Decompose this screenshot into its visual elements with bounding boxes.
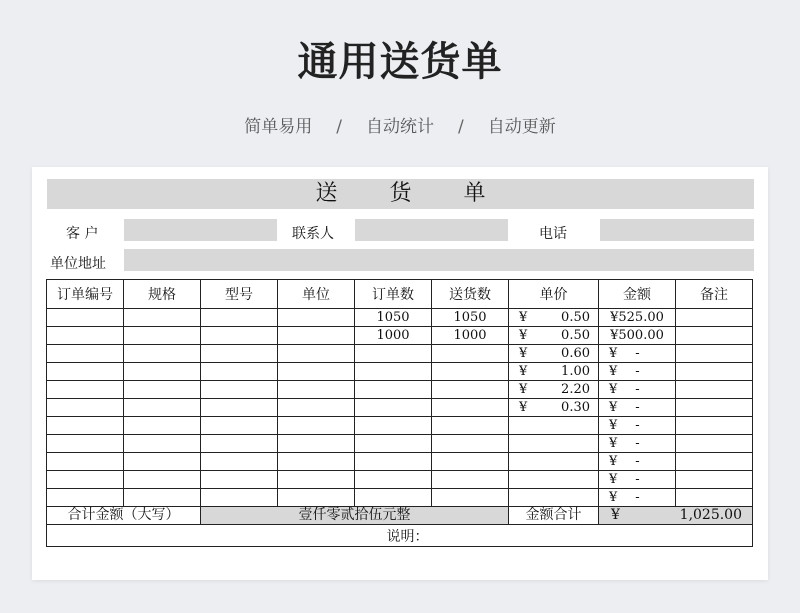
order-no-cell[interactable]	[47, 489, 124, 507]
amount-value: -	[635, 364, 640, 379]
col-header-order-qty: 订单数	[355, 280, 432, 309]
spec-cell[interactable]	[124, 309, 201, 327]
address-field[interactable]	[124, 249, 754, 271]
amount-cell	[599, 381, 676, 399]
amount-currency: ¥	[609, 382, 618, 397]
price-value: 1.00	[561, 364, 590, 379]
delivery-sheet	[32, 167, 768, 580]
amount-value: -	[635, 472, 640, 487]
col-header-amount: 金额	[599, 280, 676, 309]
order-no-cell[interactable]	[47, 309, 124, 327]
spec-cell[interactable]	[124, 381, 201, 399]
table-row	[47, 381, 753, 399]
table-header-row	[47, 280, 753, 309]
model-cell[interactable]	[201, 309, 278, 327]
model-cell[interactable]	[201, 381, 278, 399]
customer-label: 客 户	[66, 226, 99, 242]
feature-tags	[0, 112, 800, 137]
order-qty-cell[interactable]	[355, 489, 432, 507]
amount-cell	[599, 489, 676, 507]
amount-value: -	[635, 418, 640, 433]
amount-currency: ¥	[609, 400, 618, 415]
phone-label: 电话	[539, 226, 567, 242]
delivered-qty-cell[interactable]	[432, 345, 509, 363]
remark-cell[interactable]	[676, 471, 753, 489]
unit-price-cell[interactable]	[509, 327, 599, 345]
delivered-qty-cell[interactable]: 1000	[432, 327, 509, 345]
model-cell[interactable]	[201, 345, 278, 363]
unit-price-cell[interactable]	[509, 399, 599, 417]
tag-auto-update: 自动更新	[487, 117, 556, 137]
price-currency: ¥	[519, 400, 528, 415]
spec-cell[interactable]	[124, 489, 201, 507]
amount-currency: ¥	[609, 418, 618, 433]
amount-currency: ¥	[609, 490, 618, 505]
price-value: 0.30	[561, 400, 590, 415]
amount-cell	[599, 327, 676, 345]
amount-currency: ¥	[609, 454, 618, 469]
amount-cell	[599, 435, 676, 453]
unit-cell[interactable]	[278, 381, 355, 399]
unit-cell[interactable]	[278, 489, 355, 507]
order-qty-cell[interactable]	[355, 435, 432, 453]
tag-auto-stat: 自动统计	[366, 117, 434, 137]
price-currency: ¥	[519, 346, 528, 361]
col-header-remark: 备注	[676, 280, 753, 309]
customer-field[interactable]	[124, 219, 277, 241]
unit-price-cell[interactable]	[509, 453, 599, 471]
unit-cell[interactable]	[278, 435, 355, 453]
unit-price-cell[interactable]	[509, 381, 599, 399]
col-header-unit: 单位	[278, 280, 355, 309]
amount-value: -	[635, 346, 640, 361]
amount-value: -	[635, 382, 640, 397]
table-row	[47, 399, 753, 417]
price-currency: ¥	[519, 310, 528, 325]
contact-label: 联系人	[292, 226, 334, 242]
table-row	[47, 435, 753, 453]
amount-value: -	[635, 454, 640, 469]
model-cell[interactable]	[201, 363, 278, 381]
amount-cell	[599, 399, 676, 417]
spec-cell[interactable]	[124, 345, 201, 363]
totals-row	[47, 507, 753, 525]
spec-cell[interactable]	[124, 399, 201, 417]
order-no-cell[interactable]	[47, 453, 124, 471]
price-currency: ¥	[519, 364, 528, 379]
remark-cell[interactable]	[676, 453, 753, 471]
delivered-qty-cell[interactable]	[432, 453, 509, 471]
price-value: 0.50	[561, 328, 590, 343]
model-cell[interactable]	[201, 399, 278, 417]
unit-price-cell[interactable]	[509, 309, 599, 327]
order-qty-cell[interactable]	[355, 417, 432, 435]
spec-cell[interactable]	[124, 435, 201, 453]
price-currency: ¥	[519, 382, 528, 397]
model-cell[interactable]	[201, 453, 278, 471]
delivered-qty-cell[interactable]	[432, 381, 509, 399]
remark-cell[interactable]	[676, 417, 753, 435]
amount-currency: ¥	[609, 472, 618, 487]
address-label: 单位地址	[50, 256, 106, 272]
unit-cell[interactable]	[278, 309, 355, 327]
price-value: 2.20	[561, 382, 590, 397]
items-table	[46, 279, 753, 547]
table-row	[47, 453, 753, 471]
spec-cell[interactable]	[124, 363, 201, 381]
table-row	[47, 489, 753, 507]
order-qty-cell[interactable]	[355, 363, 432, 381]
model-cell[interactable]	[201, 435, 278, 453]
delivered-qty-cell[interactable]: 1050	[432, 309, 509, 327]
uppercase-total-label: 合计金额（大写）	[47, 507, 201, 525]
sheet-title-char: 送	[315, 181, 338, 206]
col-header-order-no: 订单编号	[47, 280, 124, 309]
order-no-cell[interactable]	[47, 435, 124, 453]
tag-separator: /	[336, 117, 342, 137]
amount-value: ¥525.00	[610, 310, 664, 325]
col-header-model: 型号	[201, 280, 278, 309]
sum-currency: ¥	[611, 507, 620, 523]
model-cell[interactable]	[201, 471, 278, 489]
model-cell[interactable]	[201, 327, 278, 345]
unit-cell[interactable]	[278, 417, 355, 435]
spec-cell[interactable]	[124, 327, 201, 345]
order-qty-cell[interactable]: 1050	[355, 309, 432, 327]
table-row	[47, 363, 753, 381]
order-qty-cell[interactable]	[355, 453, 432, 471]
price-value: 0.50	[561, 310, 590, 325]
unit-cell[interactable]	[278, 399, 355, 417]
amount-currency: ¥	[609, 346, 618, 361]
unit-price-cell[interactable]	[509, 471, 599, 489]
table-row	[47, 471, 753, 489]
spec-cell[interactable]	[124, 471, 201, 489]
order-qty-cell[interactable]: 1000	[355, 327, 432, 345]
delivered-qty-cell[interactable]	[432, 399, 509, 417]
amount-cell	[599, 345, 676, 363]
remark-cell[interactable]	[676, 345, 753, 363]
table-row	[47, 345, 753, 363]
table-row	[47, 327, 753, 345]
page-title: 通用送货单	[297, 39, 503, 85]
amount-value: -	[635, 436, 640, 451]
unit-cell[interactable]	[278, 471, 355, 489]
amount-cell	[599, 363, 676, 381]
order-no-cell[interactable]	[47, 381, 124, 399]
order-qty-cell[interactable]	[355, 345, 432, 363]
remark-cell[interactable]	[676, 435, 753, 453]
notes-label: 说明：	[386, 529, 429, 545]
delivered-qty-cell[interactable]	[432, 471, 509, 489]
tag-separator: /	[458, 117, 464, 137]
remark-cell[interactable]	[676, 309, 753, 327]
amount-cell	[599, 309, 676, 327]
col-header-delivered-qty: 送货数	[432, 280, 509, 309]
order-no-cell[interactable]	[47, 417, 124, 435]
unit-cell[interactable]	[278, 327, 355, 345]
remark-cell[interactable]	[676, 399, 753, 417]
delivered-qty-cell[interactable]	[432, 435, 509, 453]
unit-price-cell[interactable]	[509, 363, 599, 381]
notes-cell	[47, 525, 753, 547]
remark-cell[interactable]	[676, 327, 753, 345]
order-no-cell[interactable]	[47, 471, 124, 489]
sheet-title-char: 单	[463, 181, 486, 206]
remark-cell[interactable]	[676, 381, 753, 399]
sum-label: 金额合计	[509, 507, 599, 525]
phone-field[interactable]	[600, 219, 754, 241]
amount-cell	[599, 453, 676, 471]
amount-value: -	[635, 400, 640, 415]
model-cell[interactable]	[201, 417, 278, 435]
price-value: 0.60	[561, 346, 590, 361]
order-no-cell[interactable]	[47, 327, 124, 345]
contact-field[interactable]	[355, 219, 508, 241]
model-cell[interactable]	[201, 489, 278, 507]
col-header-unit-price: 单价	[509, 280, 599, 309]
table-row	[47, 309, 753, 327]
amount-value: -	[635, 490, 640, 505]
unit-price-cell[interactable]	[509, 417, 599, 435]
order-qty-cell[interactable]	[355, 381, 432, 399]
sum-value: 1,025.00	[679, 507, 742, 523]
amount-cell	[599, 417, 676, 435]
col-header-spec: 规格	[124, 280, 201, 309]
delivered-qty-cell[interactable]	[432, 417, 509, 435]
unit-price-cell[interactable]	[509, 435, 599, 453]
sheet-title	[47, 179, 754, 209]
remark-cell[interactable]	[676, 489, 753, 507]
amount-value: ¥500.00	[610, 328, 664, 343]
unit-price-cell[interactable]	[509, 489, 599, 507]
table-row	[47, 417, 753, 435]
delivered-qty-cell[interactable]	[432, 489, 509, 507]
delivered-qty-cell[interactable]	[432, 363, 509, 381]
spec-cell[interactable]	[124, 417, 201, 435]
unit-cell[interactable]	[278, 345, 355, 363]
order-no-cell[interactable]	[47, 399, 124, 417]
amount-currency: ¥	[609, 436, 618, 451]
unit-cell[interactable]	[278, 453, 355, 471]
sheet-title-char: 货	[389, 181, 412, 206]
order-qty-cell[interactable]	[355, 399, 432, 417]
amount-cell	[599, 471, 676, 489]
remark-cell[interactable]	[676, 363, 753, 381]
notes-row	[47, 525, 753, 547]
order-no-cell[interactable]	[47, 363, 124, 381]
price-currency: ¥	[519, 328, 528, 343]
amount-currency: ¥	[609, 364, 618, 379]
uppercase-total-value: 壹仟零贰拾伍元整	[201, 507, 509, 525]
sum-value-cell	[599, 507, 753, 525]
order-qty-cell[interactable]	[355, 471, 432, 489]
spec-cell[interactable]	[124, 453, 201, 471]
unit-price-cell[interactable]	[509, 345, 599, 363]
order-no-cell[interactable]	[47, 345, 124, 363]
tag-easy: 简单易用	[244, 117, 313, 137]
unit-cell[interactable]	[278, 363, 355, 381]
